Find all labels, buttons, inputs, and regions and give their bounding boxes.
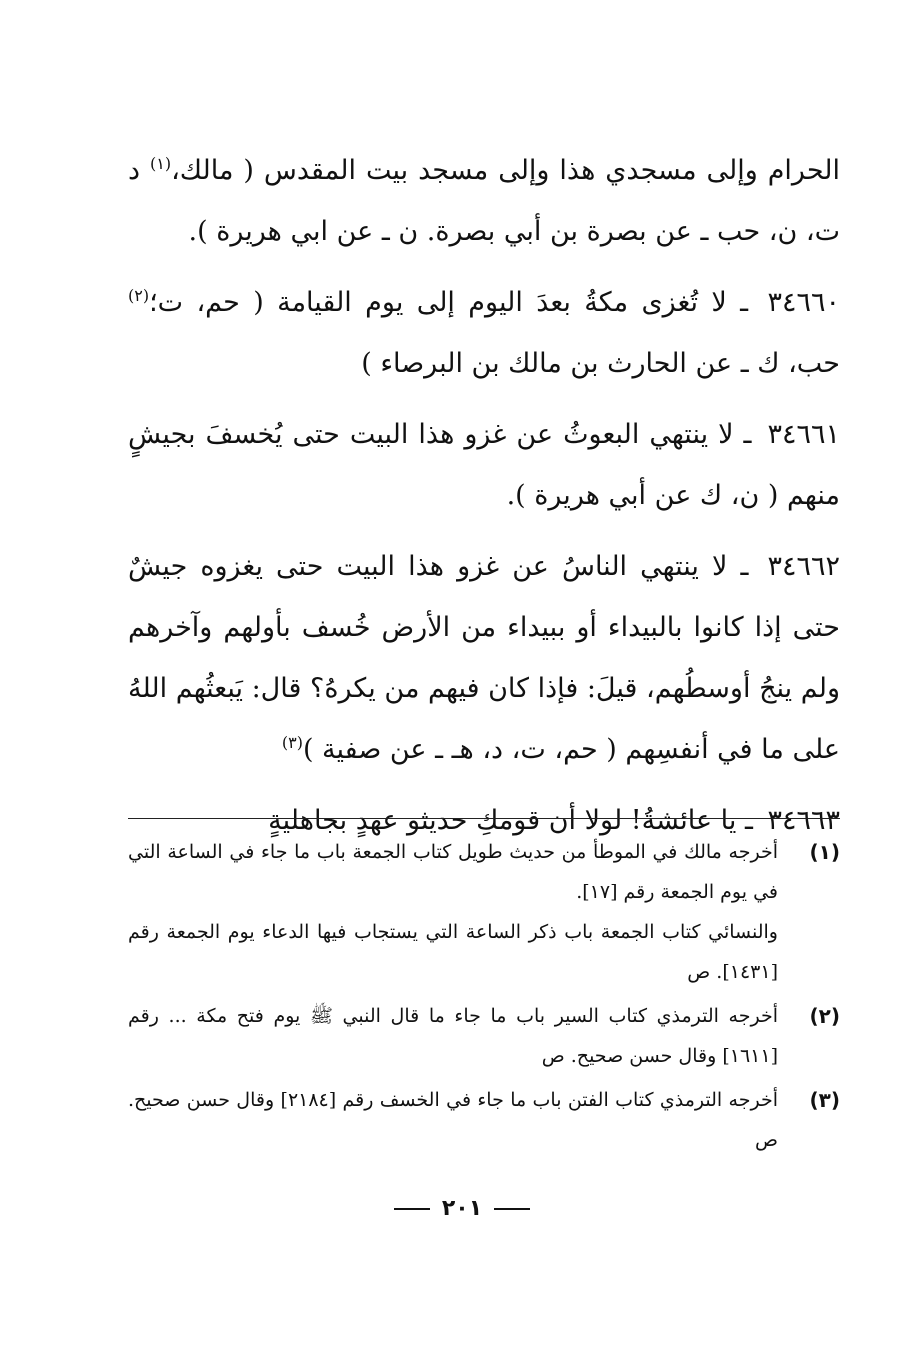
footnote-ref-3: (٣)	[281, 733, 303, 752]
footnote-marker: (٣)	[809, 1088, 840, 1112]
footnote-body	[128, 832, 778, 992]
footnote-divider	[128, 818, 840, 819]
footnote-marker: (٢)	[809, 1004, 840, 1028]
page-number-value: ٢٠١	[441, 1196, 483, 1221]
footnote-body	[128, 1080, 778, 1160]
hadith-number: ٣٤٦٦١	[767, 419, 840, 450]
footnote-ref-2: (٢)	[128, 286, 150, 305]
hadith-number: ٣٤٦٦٠	[767, 287, 840, 318]
page-number-dash	[394, 1208, 430, 1210]
footnote-line: أخرجه الترمذي كتاب السير باب ما جاء ما قال النبي ﷺ يوم فتح مكة ... رقم [١٦١١] وقال حسن صحيح. ص	[128, 1005, 778, 1067]
footnote-marker: (١)	[809, 840, 840, 864]
hadith-text: ـ لا تُغزى مكةُ بعدَ اليوم إلى يوم القيامة ( حم، ت؛	[149, 287, 749, 318]
footnote-3	[128, 1080, 840, 1160]
footnote-line: والنسائي كتاب الجمعة باب ذكر الساعة التي يستجاب فيها الدعاء يوم الجمعة رقم [١٤٣١]. ص	[128, 921, 778, 983]
continuation-text: الحرام وإلى مسجدي هذا وإلى مسجد بيت المقدس ( مالك،	[171, 155, 840, 186]
continuation-text-after: د ت، ن، حب ـ عن بصرة بن أبي بصرة. ن ـ عن ابي هريرة ).	[128, 155, 840, 247]
footnote-1	[128, 832, 840, 992]
footnote-line: أخرجه الترمذي كتاب الفتن باب ما جاء في الخسف رقم [٢١٨٤] وقال حسن صحيح. ص	[128, 1089, 778, 1151]
hadith-text-after: حب، ك ـ عن الحارث بن مالك بن البرصاء )	[361, 348, 840, 379]
main-text-block	[128, 140, 840, 851]
footnote-2	[128, 996, 840, 1076]
hadith-paragraph	[128, 404, 840, 526]
footnotes-section	[128, 832, 840, 1164]
page-number	[0, 1196, 924, 1221]
page-number-dash	[494, 1208, 530, 1210]
hadith-text: ـ يا عائشةُ! لولا أن قومكِ حديثو عهدٍ بجاهليةٍ	[268, 805, 753, 836]
hadith-number: ٣٤٦٦٣	[767, 805, 840, 836]
footnote-body	[128, 996, 778, 1076]
continuation-paragraph	[128, 140, 840, 262]
hadith-text: ـ لا ينتهي البعوثُ عن غزو هذا البيت حتى يُخسفَ بجيشٍ منهم ( ن، ك عن أبي هريرة ).	[128, 419, 840, 511]
footnote-line: أخرجه مالك في الموطأ من حديث طويل كتاب الجمعة باب ما جاء في الساعة التي في يوم الجمعة رقم [١٧].	[128, 841, 778, 903]
hadith-number: ٣٤٦٦٢	[767, 551, 840, 582]
footnote-ref-1: (١)	[149, 154, 172, 173]
hadith-paragraph	[128, 272, 840, 394]
hadith-text: ـ لا ينتهي الناسُ عن غزو هذا البيت حتى يغزوه جيشٌ حتى إذا كانوا بالبيداء أو ببيداء من الأرض خُسف بأولهم وآخرهم ولم ينجُ أوسطُهم، قيلَ: فإذا كان فيهم من يكرهُ؟ قال: يَبعثُهم اللهُ على ما في أنفسِهم ( حم، ت، د، هـ ـ عن صفية )	[128, 551, 840, 765]
hadith-paragraph	[128, 536, 840, 780]
